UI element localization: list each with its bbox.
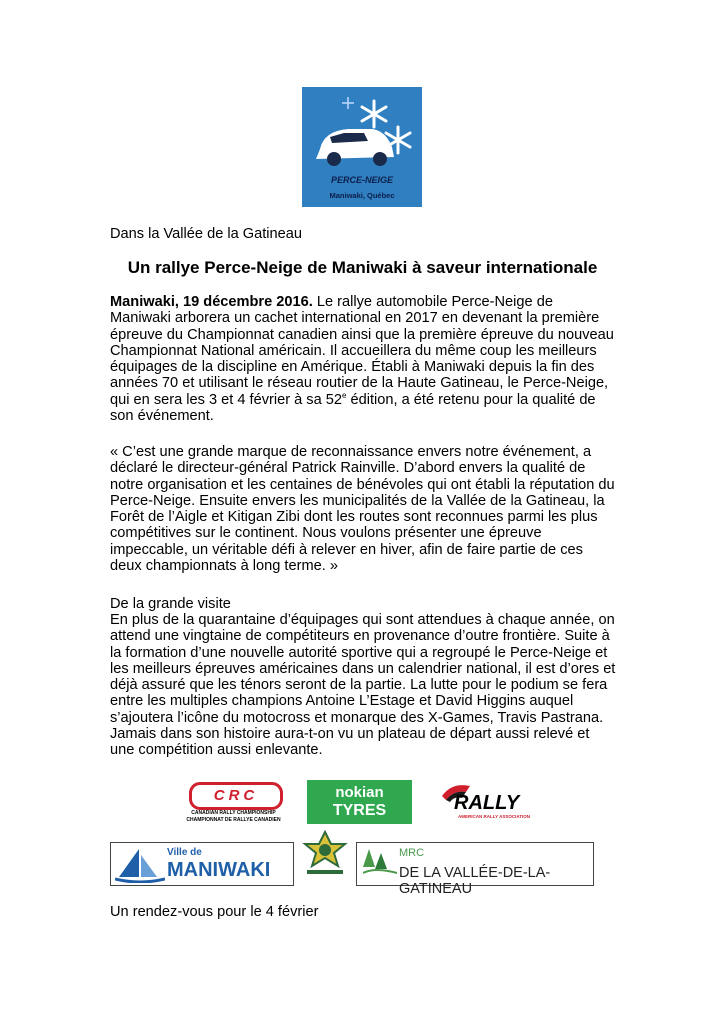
logo-name: PERCE-NEIGE [330, 175, 393, 185]
perce-neige-logo [302, 87, 422, 207]
intro-text-b: édition, a été retenu pour la qualité de son événement. [110, 391, 596, 425]
footer-line: Un rendez-vous pour le 4 février [110, 904, 319, 920]
paragraph-quote: « C’est une grande marque de reconnaissance envers notre événement, a déclaré le directeur-général Patrick Rainville. D’abord envers la qualité de notre organisation et les centaines de bénévoles qui ont établi la réputation du Perce-Neige. Ensuite envers les municipalités de la Vallée de la Gatineau, la Forêt de l’Aigle et Kitigan Zibi dont les routes sont reconnues parmi les plus compétitives sur le continent. Nous voulons présenter une épreuve impeccable, un véritable défi à relever en hiver, afin de faire partie de ces deux championnats à long terme. » [110, 444, 615, 575]
logo-location: Maniwaki, Québec [329, 191, 395, 200]
maniwaki-logo [110, 842, 294, 886]
american-rally-logo [440, 780, 540, 824]
mrc-logo [356, 842, 594, 897]
nokian-logo [307, 780, 412, 824]
kicker: Dans la Vallée de la Gatineau [110, 226, 303, 242]
dateline: Maniwaki, 19 décembre 2016. [110, 294, 313, 310]
nokian-line2: TYRES [332, 802, 387, 819]
page-title: Un rallye Perce-Neige de Maniwaki à saveur internationale [127, 258, 598, 277]
mrc-big: DE LA VALLÉE-DE-LA-GATINEAU [399, 865, 551, 897]
rally-mark: RALLY [454, 792, 520, 814]
section-heading: De la grande visite [110, 596, 231, 612]
paragraph-visit: En plus de la quarantaine d’équipages qui sont attendues à chaque année, on attend une vingtaine de compétiteurs en provenance d’outre frontière. Suite à la formation d’une nouvelle autorité sportive qui a regroupé le Perce-Neige et les meilleurs épreuves américaines dans un calendrier national, il est d’ores et déjà assuré que les ténors seront de la partie. La lutte pour le podium se fera entre les multiples champions Antoine L’Estage et David Higgins auquel s’ajoutera l’icône du motocross et monarque des X-Games, Travis Pastrana. Jamais dans son histoire aura-t-on vu un plateau de départ aussi relevé et une compétition aussi enlevante. [110, 612, 616, 759]
paragraph-intro [110, 294, 616, 424]
snowflake-car-icon [302, 87, 422, 207]
trees-icon [363, 847, 397, 877]
ordinal-sup: e [342, 390, 347, 400]
crc-line1: CANADIAN RALLY CHAMPIONSHIP [191, 810, 276, 816]
crest-icon [297, 824, 353, 886]
kitigan-crest-logo [297, 824, 353, 886]
crc-logo [183, 780, 284, 826]
intro-text-a: Le rallye automobile Perce-Neige de Maniwaki arborera un cachet international en 2017 en devenant la première épreuve du Championnat canadien ainsi que la première épreuve du nouveau Championnat National américain. Il accueillera du même coup les meilleurs équipages de la discipline en Amérique. Établi à Maniwaki depuis la fin des années 70 et utilisant le réseau routier de la Haute Gatineau, le Perce-Neige, qui en sera les 3 et 4 février à sa 52 [110, 294, 614, 408]
maniwaki-big: MANIWAKI [167, 859, 271, 881]
nokian-line1: nokian [335, 784, 384, 801]
crc-mark: CRC [189, 782, 283, 810]
sail-icon [115, 847, 165, 883]
mrc-small: MRC [399, 847, 425, 859]
crc-line2: CHAMPIONNAT DE RALLYE CANADIEN [186, 817, 281, 823]
rally-sub: AMERICAN RALLY ASSOCIATION [458, 814, 531, 819]
maniwaki-small: Ville de [167, 847, 202, 858]
